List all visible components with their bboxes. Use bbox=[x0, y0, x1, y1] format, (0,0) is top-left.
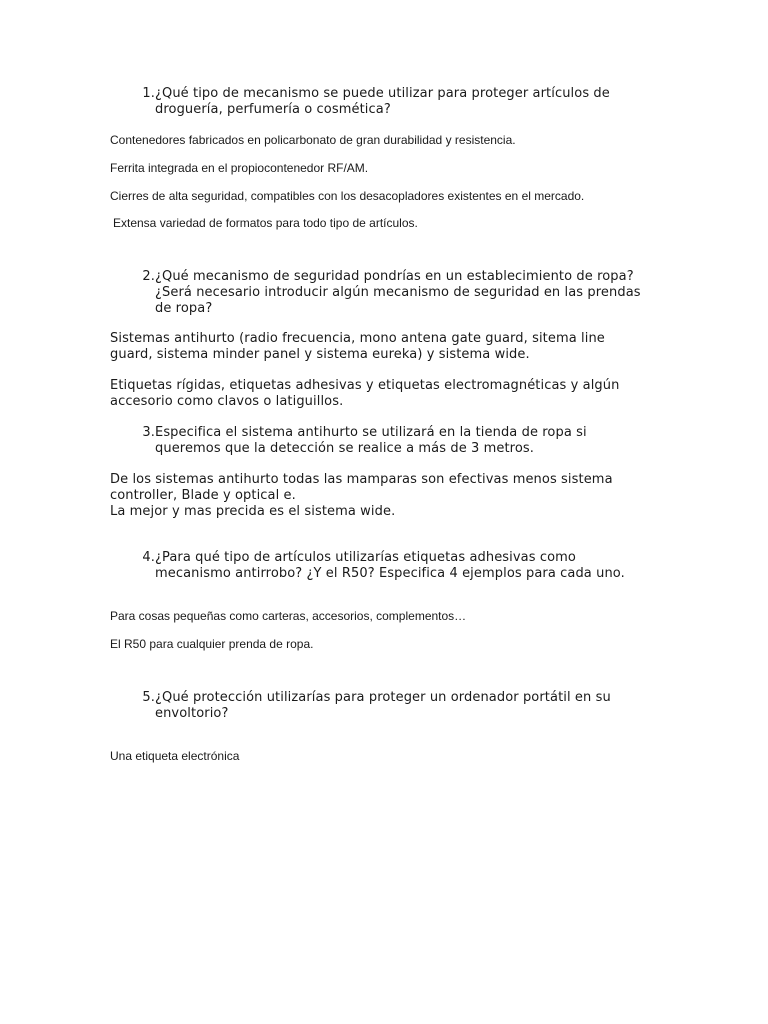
question-text: ¿Para qué tipo de artículos utilizarías etiquetas adhesivas como mecanismo antirrobo? ¿Y el R50? Especifica 4 ejemplos para cada uno. bbox=[155, 550, 625, 581]
answer-1-line-4: Extensa variedad de formatos para todo tipo de artículos. bbox=[113, 216, 418, 230]
question-text: Especifica el sistema antihurto se utilizará en la tienda de ropa si queremos que la detección se realice a más de 3 metros. bbox=[155, 425, 587, 456]
answer-3-paragraph-1: De los sistemas antihurto todas las mamparas son efectivas menos sistema controller, Blade y optical e. bbox=[110, 472, 613, 503]
answer-2-paragraph-1: Sistemas antihurto (radio frecuencia, mono antena gate guard, sitema line guard, sistema minder panel y sistema eureka) y sistema wide. bbox=[110, 331, 605, 362]
answer-4-line-1: Para cosas pequeñas como carteras, accesorios, complementos… bbox=[110, 609, 467, 623]
question-number: 4. bbox=[142, 550, 155, 565]
question-text: ¿Qué mecanismo de seguridad pondrías en un establecimiento de ropa? ¿Será necesario introducir algún mecanismo de seguridad en las prendas de ropa? bbox=[155, 269, 641, 316]
answer-3-paragraph-2: La mejor y mas precida es el sistema wide. bbox=[110, 504, 396, 519]
question-number: 5. bbox=[142, 690, 155, 705]
answer-1-line-3: Cierres de alta seguridad, compatibles con los desacopladores existentes en el mercado. bbox=[110, 189, 585, 203]
answer-4-line-2: El R50 para cualquier prenda de ropa. bbox=[110, 637, 314, 651]
question-number: 1. bbox=[142, 86, 155, 101]
answer-1-line-2: Ferrita integrada en el propiocontenedor RF/AM. bbox=[110, 161, 369, 175]
question-text: ¿Qué tipo de mecanismo se puede utilizar para proteger artículos de droguería, perfumería o cosmética? bbox=[155, 86, 610, 117]
question-number: 2. bbox=[142, 269, 155, 284]
question-text: ¿Qué protección utilizarías para proteger un ordenador portátil en su envoltorio? bbox=[155, 690, 611, 721]
answer-1-line-1: Contenedores fabricados en policarbonato de gran durabilidad y resistencia. bbox=[110, 133, 516, 147]
question-number: 3. bbox=[142, 425, 155, 440]
answer-5-line-1: Una etiqueta electrónica bbox=[110, 749, 240, 763]
answer-2-paragraph-2: Etiquetas rígidas, etiquetas adhesivas y etiquetas electromagnéticas y algún accesorio como clavos o latiguillos. bbox=[110, 378, 620, 409]
